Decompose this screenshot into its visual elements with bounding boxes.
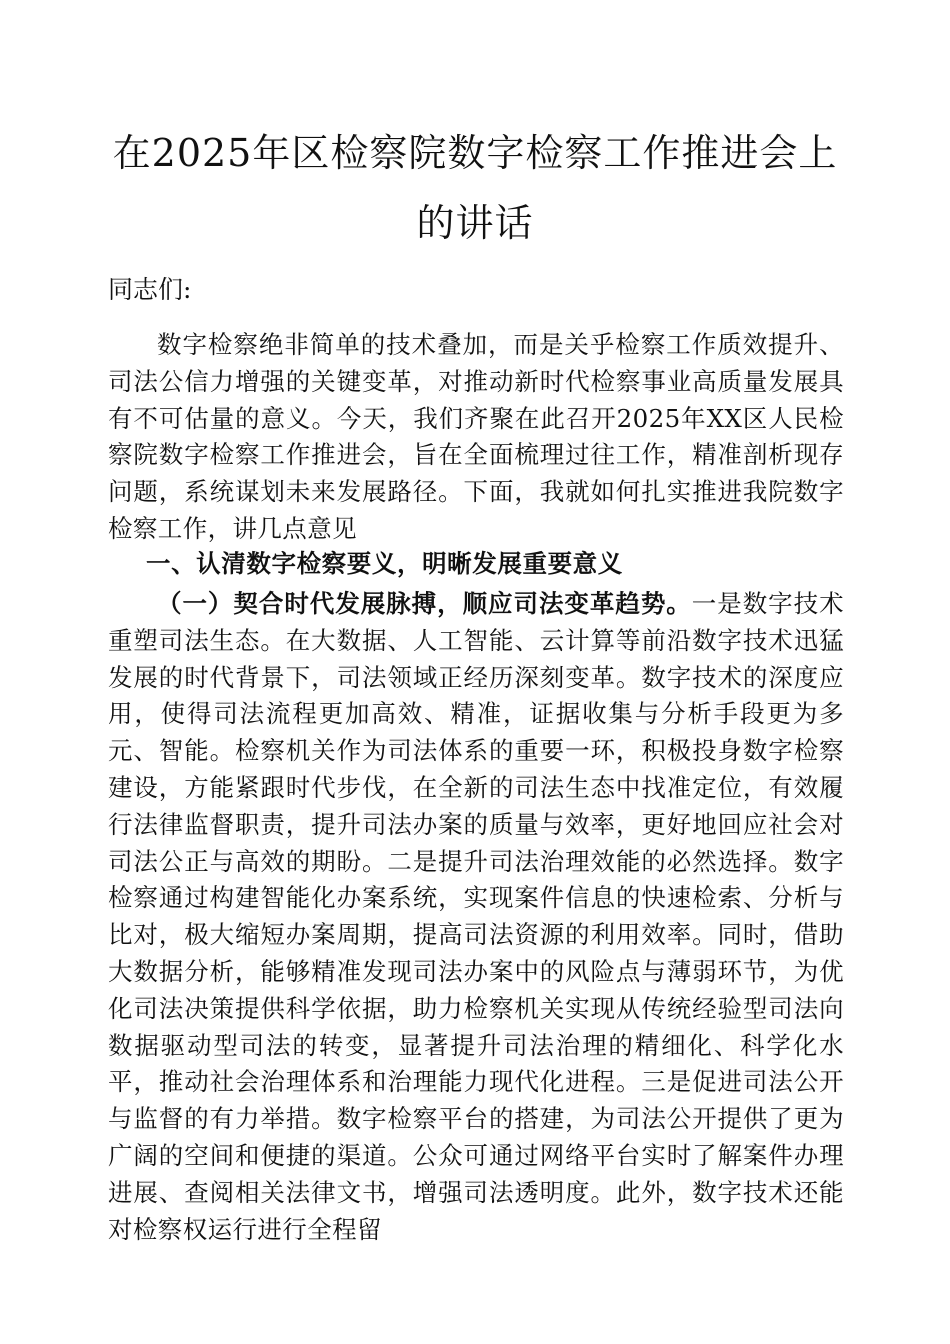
intro-paragraph: 数字检察绝非简单的技术叠加，而是关乎检察工作质效提升、司法公信力增强的关键变革，对推动新时代检察事业高质量发展具有不可估量的意义。今天，我们齐聚在此召开2025年XX区人民检察院数字检察工作推进会，旨在全面梳理过往工作，精准剖析现存问题，系统谋划未来发展路径。下面，我就如何扎实推进我院数字检察工作，讲几点意见 (108, 330, 844, 543)
section-paragraph (108, 586, 844, 1248)
document-title: 在2025年区检察院数字检察工作推进会上的讲话 (112, 131, 838, 245)
subsection-body: 一是数字技术重塑司法生态。在大数据、人工智能、云计算等前沿数字技术迅猛发展的时代背景下，司法领域正经历深刻变革。数字技术的深度应用，使得司法流程更加高效、精准，证据收集与分析手段更为多元、智能。检察机关作为司法体系的重要一环，积极投身数字检察建设，方能紧跟时代步伐，在全新的司法生态中找准定位，有效履行法律监督职责，提升司法办案的质量与效率，更好地回应社会对司法公正与高效的期盼。二是提升司法治理效能的必然选择。数字检察通过构建智能化办案系统，实现案件信息的快速检索、分析与比对，极大缩短办案周期，提高司法资源的利用效率。同时，借助大数据分析，能够精准发现司法办案中的风险点与薄弱环节，为优化司法决策提供科学依据，助力检察机关实现从传统经验型司法向数据驱动型司法的转变，显著提升司法治理的精细化、科学化水平，推动社会治理体系和治理能力现代化进程。三是促进司法公开与监督的有力举措。数字检察平台的搭建，为司法公开提供了更为广阔的空间和便捷的渠道。公众可通过网络平台实时了解案件办理进展、查阅相关法律文书，增强司法透明度。此外，数字技术还能对检察权运行进行全程留 (108, 589, 844, 1244)
section-heading: 一、认清数字检察要义，明晰发展重要意义 (145, 549, 623, 578)
subsection-lead: （一）契合时代发展脉搏，顺应司法变革趋势。 (157, 589, 692, 618)
salutation: 同志们: (108, 275, 192, 304)
